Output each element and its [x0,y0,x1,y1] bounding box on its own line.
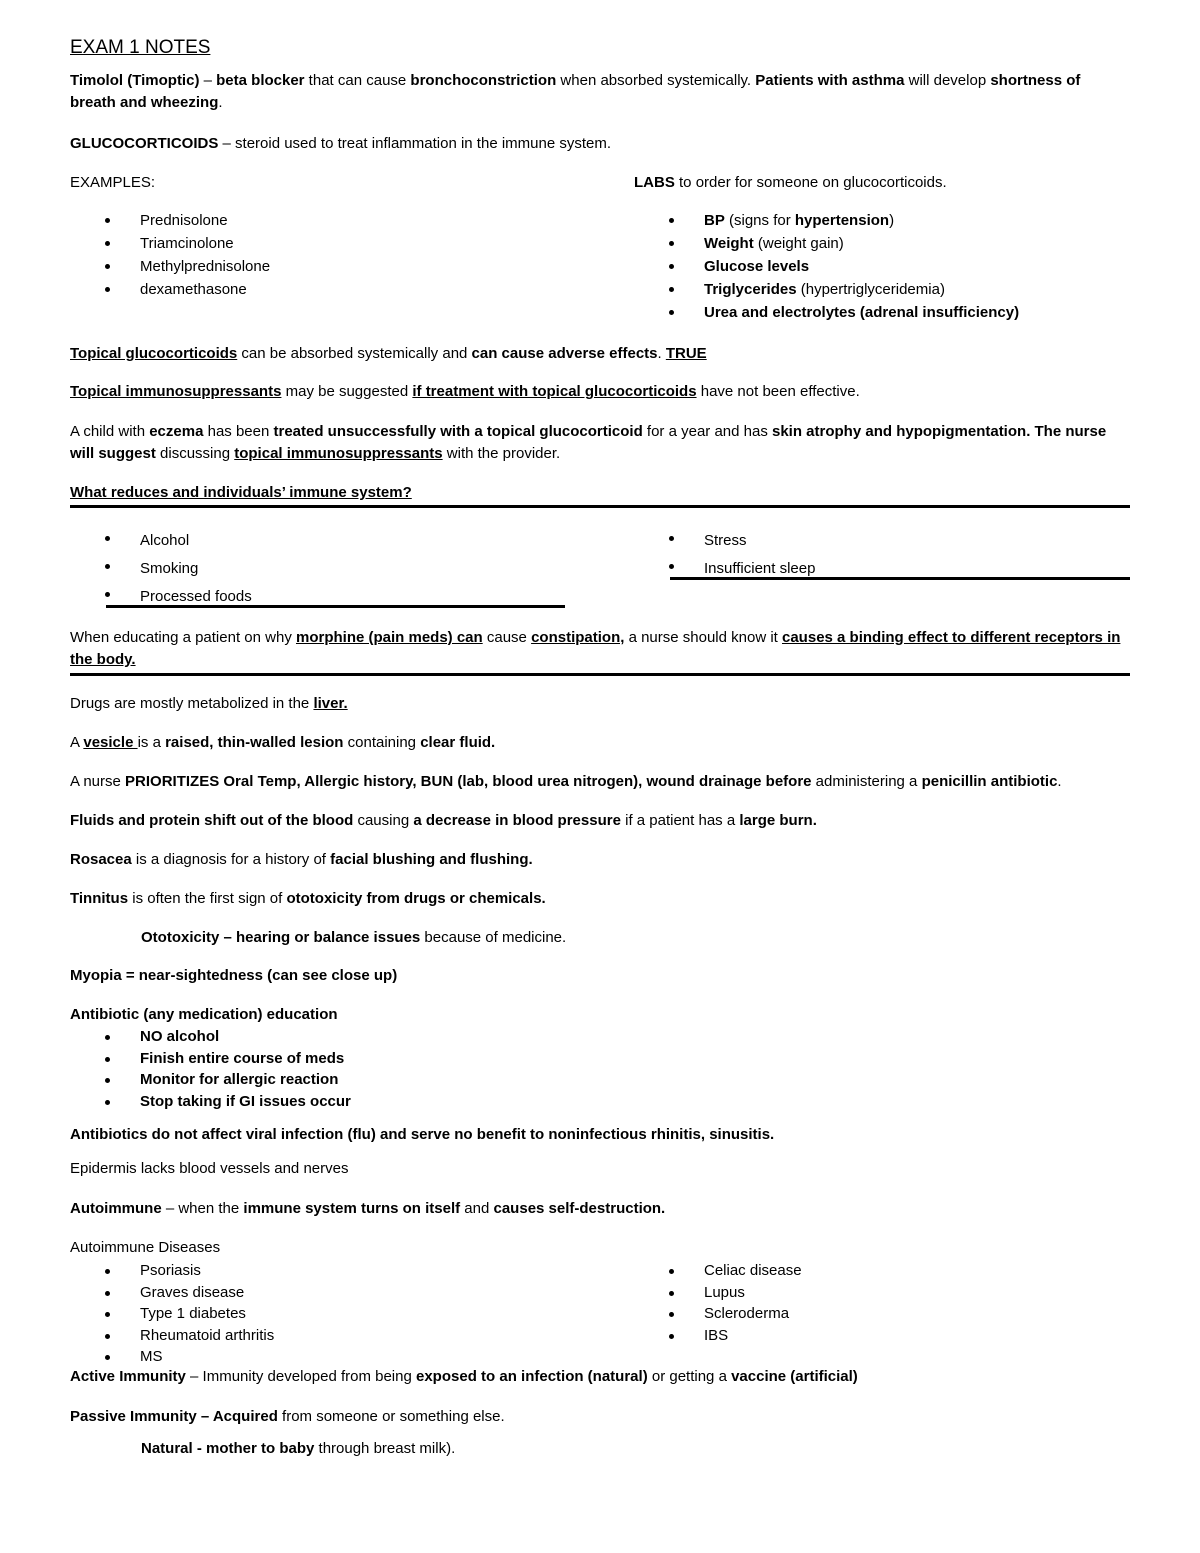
labs-rest: to order for someone on glucocorticoids. [674,174,947,191]
text: through breast milk). [314,1440,456,1457]
divider [70,673,1130,676]
page-title: EXAM 1 NOTES [70,37,211,58]
text: will develop [904,72,991,89]
list-item: Methylprednisolone [70,255,270,278]
u-text: causes a binding effect to different receptors in the body. [70,629,1121,668]
list-item: dexamethasone [70,278,270,301]
text: . [1057,773,1062,790]
lab-bold: Triglycerides [704,281,797,298]
tinnitus-line [70,889,546,909]
list-item: IBS [634,1325,802,1347]
text: discussing [155,445,235,462]
lab-rest: (weight gain) [753,235,844,252]
divider [70,505,1130,508]
answer-true: TRUE [665,345,707,362]
lab-bold: hypertension [794,212,890,229]
text: that can cause [304,72,411,89]
list-item: Scleroderma [634,1303,802,1325]
reduces-right-list [634,527,815,583]
list-item: Prednisolone [70,209,270,232]
u-text: if treatment with topical glucocorticoids [412,383,697,400]
list-item: Stress [634,527,815,555]
text: when absorbed systemically. [556,72,756,89]
text: and [460,1200,494,1217]
bold-text: Tinnitus [70,890,129,907]
text: from someone or something else. [277,1408,505,1425]
list-item: Type 1 diabetes [70,1303,274,1325]
labs-heading [634,173,947,193]
bold-text: Autoimmune [70,1200,162,1217]
bold-text: facial blushing and flushing. [330,851,533,868]
timolol-paragraph [70,70,1130,114]
lab-bold: BP [704,212,725,229]
bold-text: Ototoxicity – hearing or balance issues [141,929,421,946]
text: A [70,734,84,751]
topical-immunosuppressants-line [70,382,860,402]
vesicle-line [70,733,495,753]
divider [670,577,1130,580]
text: for a year and has [642,423,772,440]
bold-text: shortness of breath and wheezing [70,72,1081,111]
u-text: liver. [313,695,348,712]
timolol-def: beta blocker [216,72,305,89]
morphine-paragraph [70,627,1130,671]
text: cause [482,629,532,646]
fluids-line [70,811,817,831]
bold-text: clear fluid. [420,734,496,751]
u-text: Topical immunosuppressants [70,383,282,400]
text: because of medicine. [420,929,567,946]
gluco-term: GLUCOCORTICOIDS [70,135,219,152]
text: or getting a [647,1368,732,1385]
text: is a [137,734,166,751]
list-item: Celiac disease [634,1260,802,1282]
text: Drugs are mostly metabolized in the [70,695,314,712]
examples-heading: EXAMPLES: [70,174,156,191]
bold-text: can cause adverse effects [471,345,658,362]
list-item [634,278,1019,301]
bold-text: Fluids and protein shift out of the blood [70,812,354,829]
text: can be absorbed systemically and [237,345,472,362]
active-immunity-line [70,1367,858,1387]
antibiotics-viral-line: Antibiotics do not affect viral infection (flu) and serve no benefit to noninfectious rhinitis, sinusitis. [70,1126,775,1143]
text: A nurse [70,773,126,790]
bold-text: Rosacea [70,851,132,868]
list-item: Smoking [70,555,252,583]
autoimmune-line [70,1199,665,1219]
list-item: Psoriasis [70,1260,274,1282]
passive-immunity-line [70,1407,505,1427]
bold-text: Natural - mother to baby [141,1440,315,1457]
list-item: Finish entire course of meds [70,1048,351,1070]
text: – when the [161,1200,244,1217]
bold-text: a decrease in blood pressure [413,812,621,829]
reduces-heading: What reduces and individuals’ immune system? [70,484,412,501]
list-item: Stop taking if GI issues occur [70,1091,351,1113]
u-text: topical immunosuppressants [234,445,443,462]
list-item: NO alcohol [70,1026,351,1048]
antibiotic-education-heading: Antibiotic (any medication) education [70,1006,338,1023]
child-eczema-paragraph [70,421,1130,465]
bold-text: bronchoconstriction [410,72,557,89]
lab-bold: Urea and electrolytes (adrenal insufficiency) [704,304,1020,321]
list-item [634,232,1019,255]
text: A child with [70,423,150,440]
text: containing [343,734,421,751]
bold-text: eczema [149,423,204,440]
text: may be suggested [281,383,413,400]
list-item: Processed foods [70,583,252,611]
list-item: Graves disease [70,1282,274,1304]
lab-bold: Weight [704,235,754,252]
labs-list [634,209,1019,324]
text: When educating a patient on why [70,629,296,646]
lab-rest: (signs for [724,212,795,229]
glucocorticoids-line [70,134,611,154]
ototoxicity-line [141,928,566,948]
dash: – [199,72,217,89]
text: is often the first sign of [128,890,287,907]
bold-text: causes self-destruction. [493,1200,666,1217]
list-item: Rheumatoid arthritis [70,1325,274,1347]
text: with the provider. [442,445,561,462]
topical-glucocorticoids-line [70,344,707,364]
u-text: vesicle [83,734,138,751]
bold-text: immune system turns on itself [243,1200,461,1217]
list-item: Lupus [634,1282,802,1304]
text: have not been effective. [696,383,860,400]
antibiotic-education-list [70,1026,351,1112]
text: has been [203,423,274,440]
lab-rest: (hypertriglyceridemia) [796,281,945,298]
epidermis-line: Epidermis lacks blood vessels and nerves [70,1160,349,1177]
bold-text: large burn. [739,812,817,829]
bold-text: penicillin antibiotic [921,773,1058,790]
labs-bold: LABS [634,174,675,191]
bold-text: treated unsuccessfully with a topical glucocorticoid [273,423,643,440]
text: a nurse should know it [624,629,782,646]
u-text: constipation, [531,629,625,646]
list-item [634,301,1019,324]
reduces-left-list [70,527,252,611]
u-text: Topical glucocorticoids [70,345,238,362]
bold-text: Active Immunity [70,1368,186,1385]
examples-list [70,209,270,301]
natural-immunity-line [141,1439,455,1459]
timolol-term: Timolol (Timoptic) [70,72,200,89]
list-item: Insufficient sleep [634,555,815,583]
list-item: Monitor for allergic reaction [70,1069,351,1091]
bold-text: Patients with asthma [755,72,905,89]
lab-rest: ) [889,212,895,229]
bold-text: Passive Immunity – Acquired [70,1408,278,1425]
bold-text: vaccine (artificial) [731,1368,858,1385]
lab-bold: Glucose levels [704,258,810,275]
text: . [218,94,223,111]
text: – Immunity developed from being [185,1368,416,1385]
text: administering a [811,773,922,790]
text: causing [353,812,414,829]
text: is a diagnosis for a history of [131,851,331,868]
myopia-line: Myopia = near-sightedness (can see close up) [70,967,398,984]
gluco-rest: – steroid used to treat inflammation in the immune system. [218,135,612,152]
list-item [634,209,1019,232]
list-item: Alcohol [70,527,252,555]
list-item: Triamcinolone [70,232,270,255]
autoimmune-diseases-left-list [70,1260,274,1368]
bold-text: skin atrophy and hypopigmentation [772,423,1027,440]
bold-text: ototoxicity from drugs or chemicals. [286,890,546,907]
autoimmune-diseases-heading: Autoimmune Diseases [70,1239,221,1256]
autoimmune-diseases-right-list [634,1260,802,1346]
bold-text: . The nurse will suggest [70,423,1107,462]
list-item [634,255,1019,278]
bold-text: raised, thin-walled lesion [165,734,344,751]
divider [106,605,565,608]
text: if a patient has a [620,812,740,829]
liver-line [70,694,348,714]
rosacea-line [70,850,533,870]
bold-text: PRIORITIZES Oral Temp, Allergic history, BUN (lab, blood urea nitrogen), wound drainage before [125,773,812,790]
u-text: morphine (pain meds) can [295,629,483,646]
list-item: MS [70,1346,274,1368]
bold-text: exposed to an infection (natural) [416,1368,648,1385]
text: . [657,345,666,362]
nurse-priorities-line [70,772,1062,792]
